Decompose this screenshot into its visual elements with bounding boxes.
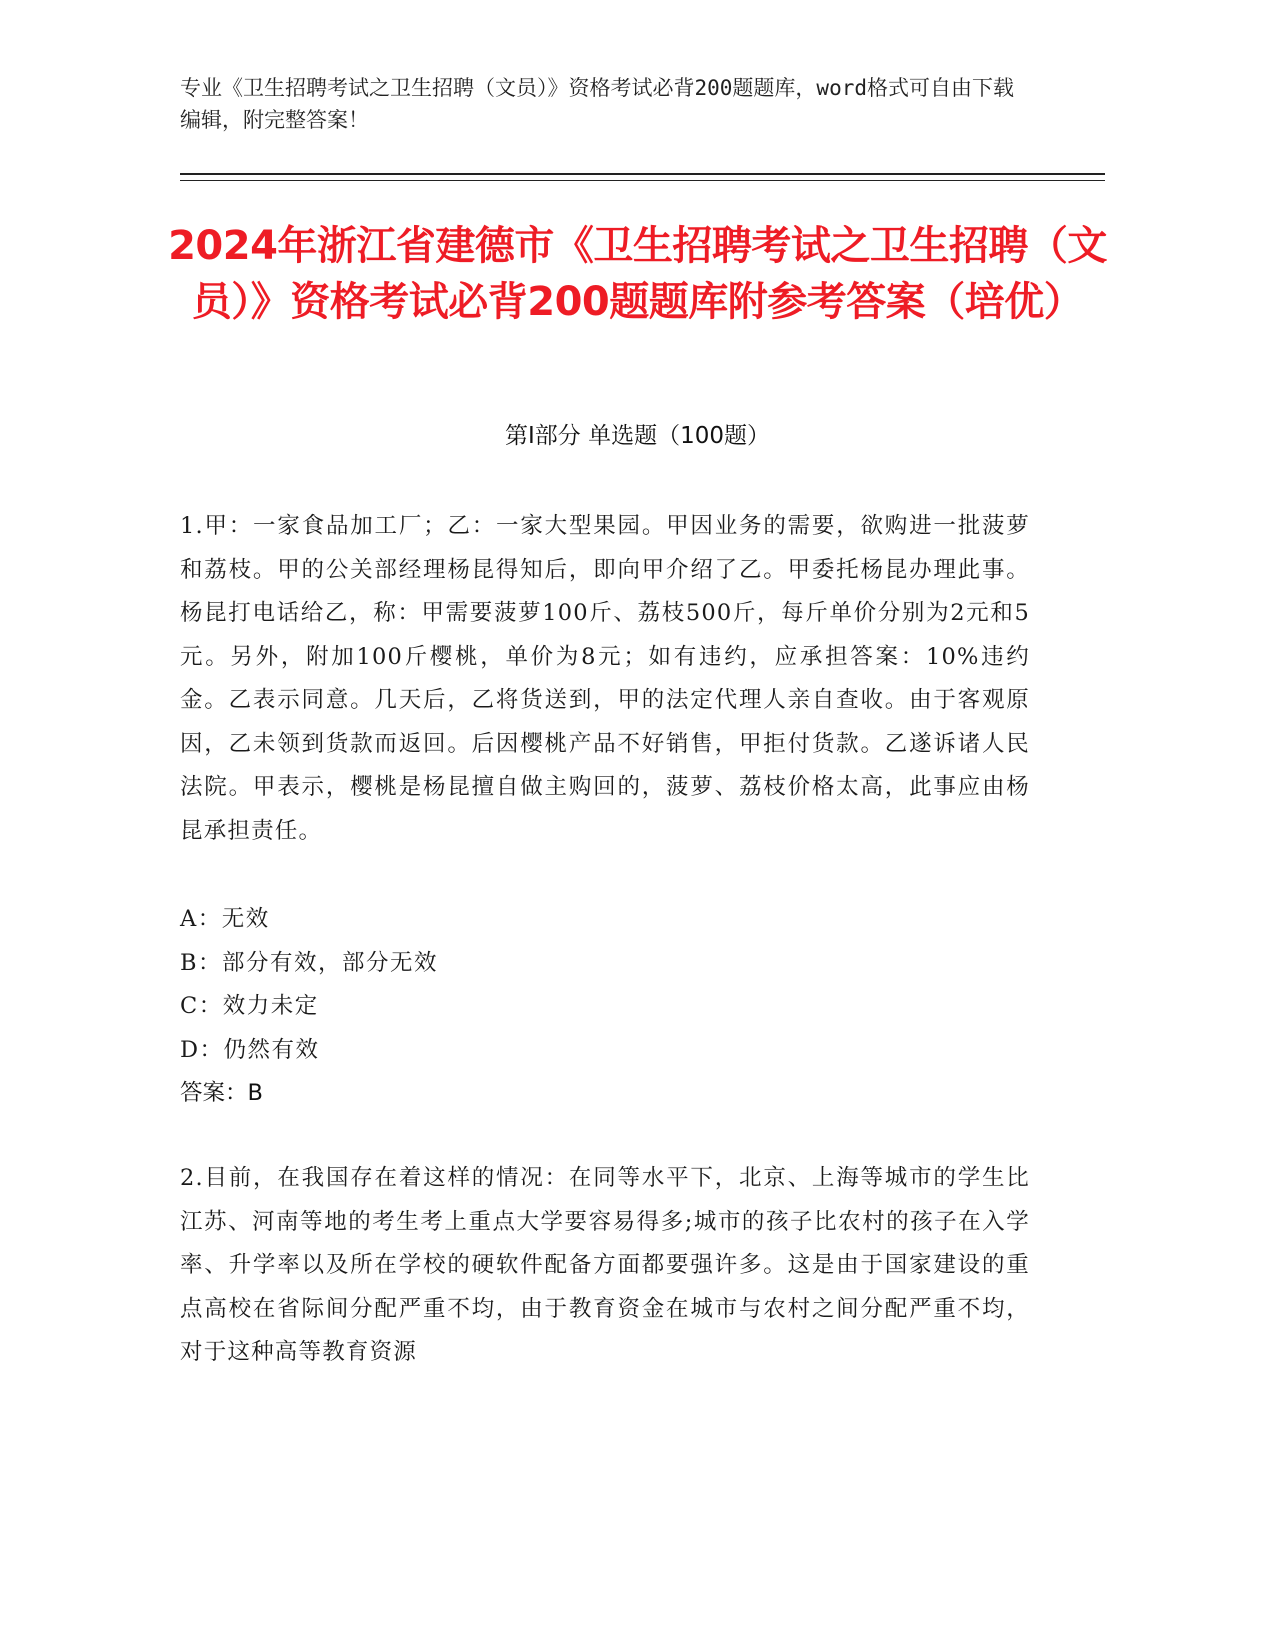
header-divider-thin xyxy=(180,180,1105,181)
option-c: C：效力未定 xyxy=(180,993,319,1019)
question-1-text: 1.甲：一家食品加工厂；乙：一家大型果园。甲因业务的需要，欲购进一批菠萝和荔枝。甲的公关部经理杨昆得知后，即向甲介绍了乙。甲委托杨昆办理此事。杨昆打电话给乙，称：甲需要菠萝100斤、荔枝500斤，每斤单价分别为2元和5元。另外，附加100斤樱桃，单价为8元；如有违约，应承担答案：10%违约金。乙表示同意。几天后，乙将货送到，甲的法定代理人亲自查收。由于客观原因，乙未领到货款而返回。后因樱桃产品不好销售，甲拒付货款。乙遂诉诸人民法院。甲表示，樱桃是杨昆擅自做主购回的，菠萝、荔枝价格太高，此事应由杨昆承担责任。 xyxy=(180,513,1030,844)
question-2-text: 2.目前，在我国存在着这样的情况：在同等水平下，北京、上海等城市的学生比江苏、河南等地的考生考上重点大学要容易得多;城市的孩子比农村的孩子在入学率、升学率以及所在学校的硬软件配备方面都要强许多。这是由于国家建设的重点高校在省际间分配严重不均，由于教育资金在城市与农村之间分配严重不均，对于这种高等教育资源 xyxy=(180,1165,1030,1365)
question-1-answer: 答案：B xyxy=(180,1080,263,1106)
document-title: 2024年浙江省建德市《卫生招聘考试之卫生招聘（文员）》资格考试必背200题题库附参考答案（培优） xyxy=(168,223,1107,325)
header-note: 专业《卫生招聘考试之卫生招聘（文员）》资格考试必背200题题库，word格式可自由下载编辑，附完整答案！ xyxy=(180,76,1014,132)
question-1-options xyxy=(180,898,1030,1072)
option-d: D：仍然有效 xyxy=(180,1036,320,1063)
option-b: B：部分有效，部分无效 xyxy=(180,949,439,976)
header-divider xyxy=(180,173,1105,175)
section-heading: 第Ⅰ部分 单选题（100题） xyxy=(505,423,770,449)
option-a: A：无效 xyxy=(180,906,270,932)
